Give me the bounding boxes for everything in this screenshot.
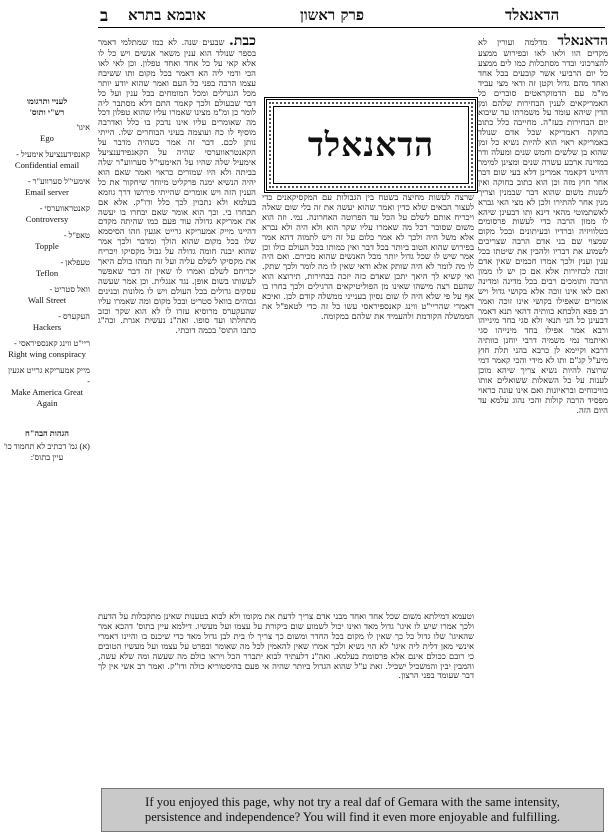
title-box <box>264 97 478 193</box>
glossary-hebrew-term: אימעי"ל סערווע"ר - <box>27 177 90 186</box>
glossary-english-term: Make America Great Again <box>10 387 84 408</box>
glossary-item <box>4 365 90 409</box>
glossary-english-term: Right wing conspiracy <box>8 349 86 359</box>
glossary-hebrew-term: העקערס - <box>58 312 90 321</box>
footer-banner <box>101 788 604 832</box>
right-commentary-column <box>478 33 608 783</box>
notes-heading: הגהות הבה"ח <box>24 429 69 438</box>
sidebar-heading: לעניי ותרגומו רש"י ותוס' <box>26 97 68 117</box>
glossary-english-term: Confidential email <box>14 160 80 170</box>
glossary-item <box>4 176 90 198</box>
glossary-english-term: Topple <box>35 241 59 251</box>
main-title: הדאנאלד <box>307 125 435 164</box>
header-title-left: אובמא בתרא <box>128 6 206 24</box>
sidebar-glossary <box>4 96 90 463</box>
main-text: שרצה לעשות מחיצה בשטח בין הגבולות עם המקסיקאנים כדי לעצור הבאים שלא כדין ואמר שהוא יעשה את זה בלי שום שאלה ויכריח אותם לשלם על הכל עד הפרוטה האחרונה. נמי. וזה הוא משום שסובר דכל מה שאמרו עליו שקר הוא ולא היה ולא נברא אלא משל היה ולכך לא אמר כלום על זה ויש לתמוה דהא אמר בפירוש שהוא הטוב ביותר בכל דבר ואין כמותו בכל העולם כולו וכן אמר שיש לו שכל גדול יותר מכל האנשים שהוא מכירם. ואם היה לו מה לומר לא היה שותק אלא ודאי שאין לו מה לומר ולכך שתק. ואי קשיא לך היאך יתכן שאדם כזה יזכה בבחירות, תירוצא הוא שהעם רצה מישהו שאינו מן הפוליטיקאים הרגילים ולכך בחרו בו אף על פי שלא היה לו שום נסיון בענייני ממשלה קודם לכן. ואיכא דאמרי שהריי"ט ווינג קאנספיראסי עשו כל זה כדי לטאפ"ל את הממשלה הקודמת ולהעמיד את שלהם במקומה. <box>262 193 474 321</box>
right-lead-word: הדאנאלד <box>557 33 608 49</box>
glossary-hebrew-term: וואל סטריט - <box>49 285 90 294</box>
glossary-hebrew-term: איגו' <box>76 123 90 132</box>
notes-text: (א) גמ' דכתיב לא תחמוד כו' עיין בתוס': <box>4 442 90 462</box>
glossary-item <box>4 230 90 252</box>
left-lead-word: כבת. <box>228 33 256 49</box>
right-commentary-text: מדלמה ועורין לא מקדים הוו ולאו לאו ובפירוש ממצע להצרכוני ובדר מסתכלות כמו לים ממצע כל יום הרביעי אשר קובעים בכל אחד ואחד מהם גדול וקטן זה ודאי מצי עביד מו"מ עם הדמוקראטים סוברים כל האמריקאים לענין הבחירות שלהם ומן הדין שיהא עומד על משמרתו עד שיבוא יום הבחירות בעז"ה. מחייבה כלל כתוב בחוקה דאמריקא שכל אדם שנולד באמריקא ראוי הוא להיות נשיא כל זמן שהוא בן שלשים וחמש שנים ומעלה ודר במדינה ארבע עשרה שנים ומצינן למימר דהיינו דקאמר אמרינן דלא בעי שום דבר אחר חוץ מזה וכן הוא כתוב בחוקה ואין לשנות משום שהוא דבר שבמנין וצריך מנין אחר להתירו ולכן לא מצי האי גברא לאשתמוטי מהאי דינא ותו דבעינן שיהא לו ממון הרבה כדי לעשות פרסומים בטלוויזיה וברדיו ובעיתונים ובכל מקום שמצוי שם בני אדם הרבה שצריכים לשמוע את דבריו ולהבין את שיטתו בכל ענין וענין ולכך אמרו חכמים שאין אדם זוכה לבחירות אלא אם כן יש לו ממון הרבה ותומכים רבים בכל מדינה ומדינה ואם לאו אינו זוכה אלא בקושי גדול ויש אומרים שאפילו בקושי אינו זוכה ואמר רב פפא הלכתא כוותיה דהאי תנא דאמר דבעינן כל הני תנאי ולא סגי בחד מינייהו ורבא אמר אפילו בחד מינייהו סגי ואיתמר נמי משמיה דרבי יוחנן כוותיה דרבא וקיימא לן כרבא בהני תלת חוץ מיע"ל קג"ם ותו לא מידי והכי קאמר דמי שרוצה להיות נשיא צריך שיהא מוכן לענות על כל השאלות ששואלים אותו בוויכוחים ובראיונות ואם אינו עונה כראוי מפסיד הרבה קולות והכי נהוג עלמא עד היום הזה. <box>478 37 608 415</box>
header-title-right: הדאנאלד <box>505 6 560 24</box>
glossary-item <box>4 338 90 360</box>
glossary-english-term: Hackers <box>32 322 62 332</box>
glossary-english-term: Wall Street <box>27 295 67 305</box>
left-commentary-column <box>98 33 256 608</box>
bottom-commentary-text: וטעמא דמילתא משום שכל אחד ואחד מבני אדם צריך לדעת את מקומו ולא לבוא בטענות שאינן מתקבלות על הדעת ולכך אמרו שיש לו איגו' גדול מאד ואינו יכול לשמוע שום ביקורת על עצמו ועל מעשיו. דילמא עיין בתוס' דהכא אמר שהאיגו' שלו גדול כל כך שאין לו מקום בכל החדר ומשום כך צריך לו בית לבן גדול מאד כדי שיכנס בו והיינו דאמרי אינשי מאן דלית ליה איגו' לא הוי נשיא ולכך אמרו שאין להאמין לכל מה שאומר ובפרט על עצמו ועל מעשיו הטובים כי רובם ככולם אינם אלא פרסומת בעלמא. ואה"נ דלעתיד לבוא יתברר הכל ויראו כולם מה שעשה ומה שלא עשה, והמבין יבין והמשכיל ישכיל. זאת ע"ל שהוא הגדול ביותר שהיה אי פעם בהיסטוריא כולה ודו"ק. ואמר רב אשי אין לך דבר שעומד בפני הרצון. <box>98 612 474 681</box>
header-rule <box>98 27 605 28</box>
header-chapter: פרק ראשון <box>300 6 365 24</box>
glossary-item <box>4 122 90 144</box>
glossary-item <box>4 149 90 171</box>
glossary-english-term: Teflon <box>35 268 59 278</box>
header-folio: ב <box>100 6 109 26</box>
main-text-column <box>262 193 474 607</box>
glossary-hebrew-term: טעפלאן - <box>60 258 90 267</box>
glossary-hebrew-term: טאפ"ל - <box>63 231 90 240</box>
glossary-item <box>4 311 90 333</box>
glossary-hebrew-term: מייק אמעריקא גרייט אגעין - <box>8 366 90 386</box>
footer-line-1: If you enjoyed this page, why not try a real daf of Gemara with the same intensity, <box>145 795 560 809</box>
glossary-english-term: Controversy <box>25 214 69 224</box>
glossary-item <box>4 257 90 279</box>
footer-line-2: persistence and independence? You will find it even more enjoyable and fulfilling. <box>144 809 561 824</box>
glossary-english-term: Ego <box>40 133 54 143</box>
bottom-commentary <box>98 612 474 784</box>
glossary-item <box>4 284 90 306</box>
glossary-hebrew-term: קאנטראווערסי - <box>39 204 90 213</box>
left-commentary-text: שבעים שנה. לא כמו שמתלמי דאמר בספר שנולד הוא ענין משאר אנשים ויש כל לו אלא קאי על כל אחד ואחד טפלון. וכן לאי לאו הכי ודמי ליה הא דאמר בכל מקום ותו ששיבח עצמו הרבה בפני כל העם ואמר שהוא יודע יותר מכל הגנרלים ומכל המומחים בכל ענין ועל כל דבר שבעולם ולכך קאמר התם דלא מסתבר ליה לומר כן ומ"מ מצינו שאמרו עליו שהוא טפלון דכל מה שאומרים עליו אינו נדבק בו כלל ואדרבה מוסיף לו כח ועוצמה בעיני הבוחרים שלו. הייתי נותן לכם. דבר זה אמר כשהיה מדבר על הקאנטראווערסי שהיה על הקאנפידענציעל אימעיל שלה שהיו על האימעי"ל סערווע"ר שלה בביתה ולא היו שמורים כראוי ואמר שאם הוא יהיה הנשיא ימנה פרקליט מיוחד שיחקור את כל הענין הזה ויש אומרים שהייתי פירושו דרך גוזמא בעלמא ולא נתכוין לכך כלל ודו"ק. אלא אם תבחרו בי. וכך הוא אומר שאם יבחרו בו יעשה את אמריקא גדולה עוד פעם כמו שהיתה מקדם דהיינו מייק אמעריקא גרייט אגעין וזהו הסיסמא שלו בכל מקום שהוא הולך ומדבר ולכך אמר שהוא יבנה חומה גדולה על גבול מקסיקו ויכריח את מקסיקו לשלם עליה ועל זה תמהו כולם היאך יכריחם לשלם ואמרו לו שאין זה דבר שאפשר לעשותו בשום אופן. נגד אנגלית. וכן אמר שעשה עסקים גדולים בכל העולם ויש לו מלונות ובנינים גבוהים בוואל סטריט ובכל מקום ומה שאמרו עליו שהעקערס מרוסיא עזרו לו לא הוא שקר וכזב מתחלתו ועד סופו. ואה"נ נעשית אגרת. וכה"ג כתבו התוס' בכמה דוכתי. <box>98 37 256 336</box>
glossary-list <box>4 122 90 409</box>
glossary-english-term: Email server <box>25 187 69 197</box>
glossary-hebrew-term: קאנפידענציעל אימעיל - <box>16 150 90 159</box>
glossary-item <box>4 203 90 225</box>
glossary-hebrew-term: ריי"ט ווינג קאנספיראסי - <box>14 339 90 348</box>
